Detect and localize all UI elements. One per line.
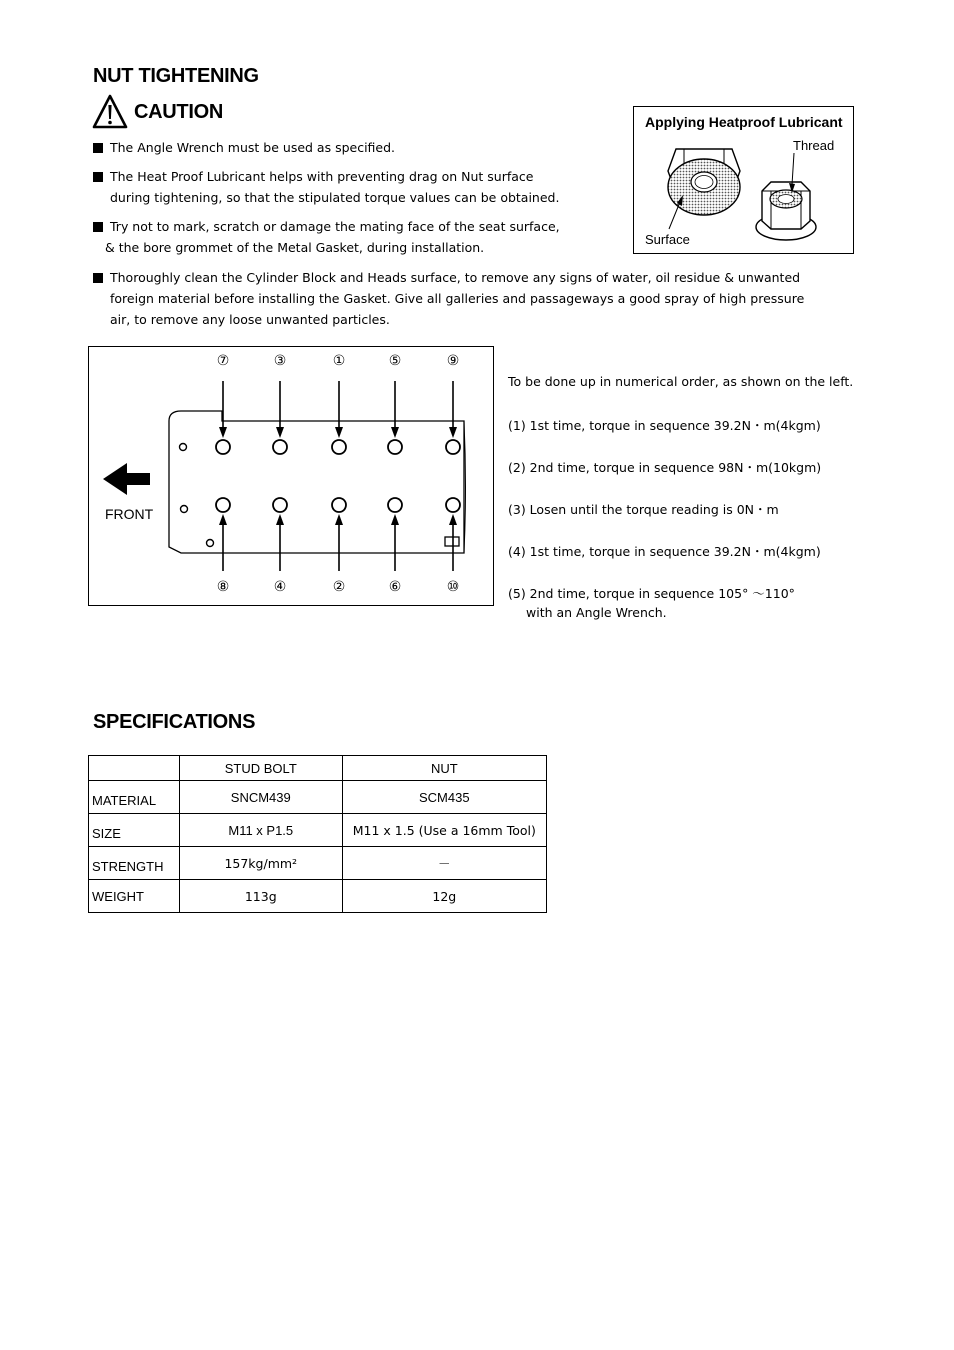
row-label: WEIGHT [89, 880, 180, 913]
nut-illustration [634, 107, 853, 253]
table-row [89, 880, 547, 913]
table-cell: 157kg/mm² [179, 847, 342, 880]
bullet-square-icon [93, 143, 103, 153]
specifications-title: SPECIFICATIONS [93, 711, 256, 733]
sequence-number-bottom: ⑧ [216, 579, 230, 595]
bullet-text: Try not to mark, scratch or damage the mating face of the seat surface, [110, 219, 560, 234]
bolt-top-4 [388, 381, 402, 454]
table-cell: SNCM439 [179, 781, 342, 814]
bolt-top-5 [446, 381, 460, 454]
table-cell: 12g [342, 880, 546, 913]
table-cell: M11 x 1.5 (Use a 16mm Tool) [342, 814, 546, 847]
procedure-step-continued: with an Angle Wrench. [526, 605, 667, 620]
warning-triangle-icon [92, 94, 128, 130]
procedure-step: (5) 2nd time, torque in sequence 105° ～110° [508, 586, 795, 601]
nut-thread-view [756, 182, 816, 240]
table-row [89, 781, 547, 814]
bullet-text: The Angle Wrench must be used as specified. [110, 140, 396, 155]
row-label: STRENGTH [89, 847, 180, 880]
bullet-4 [93, 267, 804, 330]
bullet-2 [93, 166, 559, 208]
sequence-number-top: ⑨ [446, 353, 460, 369]
table-row [89, 814, 547, 847]
bullet-text: foreign material before installing the Gasket. Give all galleries and passageways a good spray of high pressure [110, 291, 805, 306]
bullet-3 [93, 216, 560, 258]
bolt-bottom-2 [273, 498, 287, 571]
sequence-number-bottom: ② [332, 579, 346, 595]
table-header-cell: STUD BOLT [179, 756, 342, 781]
table-cell: 113g [179, 880, 342, 913]
row-label: MATERIAL [89, 781, 180, 814]
bolt-top-2 [273, 381, 287, 454]
procedure-intro: To be done up in numerical order, as shown on the left. [508, 374, 854, 389]
page-title: NUT TIGHTENING [93, 65, 259, 87]
bullet-square-icon [93, 172, 103, 182]
sequence-number-bottom: ⑥ [388, 579, 402, 595]
bullet-text: Thoroughly clean the Cylinder Block and Heads surface, to remove any signs of water, oil residue & unwanted [110, 270, 801, 285]
thread-label: Thread [793, 138, 835, 153]
bullet-text: The Heat Proof Lubricant helps with preventing drag on Nut surface [110, 169, 534, 184]
bolt-top-3 [332, 381, 346, 454]
bolt-bottom-5 [446, 498, 460, 571]
bolt-bottom-1 [216, 498, 230, 571]
lubricant-figure [633, 106, 854, 254]
procedure-step: (3) Losen until the torque reading is 0N・m [508, 502, 779, 517]
sequence-number-bottom: ④ [273, 579, 287, 595]
procedure-step: (1) 1st time, torque in sequence 39.2N・m(4kgm) [508, 418, 821, 433]
bolt-bottom-4 [388, 498, 402, 571]
lubricant-title: Applying Heatproof Lubricant [645, 114, 843, 130]
bullet-square-icon [93, 222, 103, 232]
bolt-bottom-3 [332, 498, 346, 571]
sequence-number-top: ⑤ [388, 353, 402, 369]
table-cell: SCM435 [342, 781, 546, 814]
table-header-cell [89, 756, 180, 781]
table-header-cell: NUT [342, 756, 546, 781]
table-cell: M11 x P1.5 [179, 814, 342, 847]
table-row [89, 847, 547, 880]
bullet-text: & the bore grommet of the Metal Gasket, during installation. [105, 240, 485, 255]
row-label: SIZE [89, 814, 180, 847]
sequence-number-top: ⑦ [216, 353, 230, 369]
bullet-text: air, to remove any loose unwanted particles. [110, 312, 390, 327]
sequence-number-bottom: ⑩ [446, 579, 460, 595]
bullet-text: during tightening, so that the stipulated torque values can be obtained. [110, 190, 560, 205]
table-cell: － [342, 847, 546, 880]
caution-label: CAUTION [134, 100, 224, 123]
table-header-row [89, 756, 547, 781]
caution-heading [92, 94, 223, 130]
front-label: FRONT [105, 506, 154, 522]
bolt-top-1 [216, 381, 230, 454]
bullet-1 [93, 137, 395, 158]
surface-label: Surface [645, 232, 690, 247]
specifications-table [88, 755, 547, 913]
sequence-number-top: ③ [273, 353, 287, 369]
procedure-step: (4) 1st time, torque in sequence 39.2N・m(4kgm) [508, 544, 821, 559]
procedure-steps [508, 374, 854, 634]
tightening-sequence-diagram [88, 346, 494, 606]
bolt-layer [89, 347, 493, 605]
bullet-square-icon [93, 273, 103, 283]
procedure-step: (2) 2nd time, torque in sequence 98N・m(10kgm) [508, 460, 822, 475]
sequence-number-top: ① [332, 353, 346, 369]
